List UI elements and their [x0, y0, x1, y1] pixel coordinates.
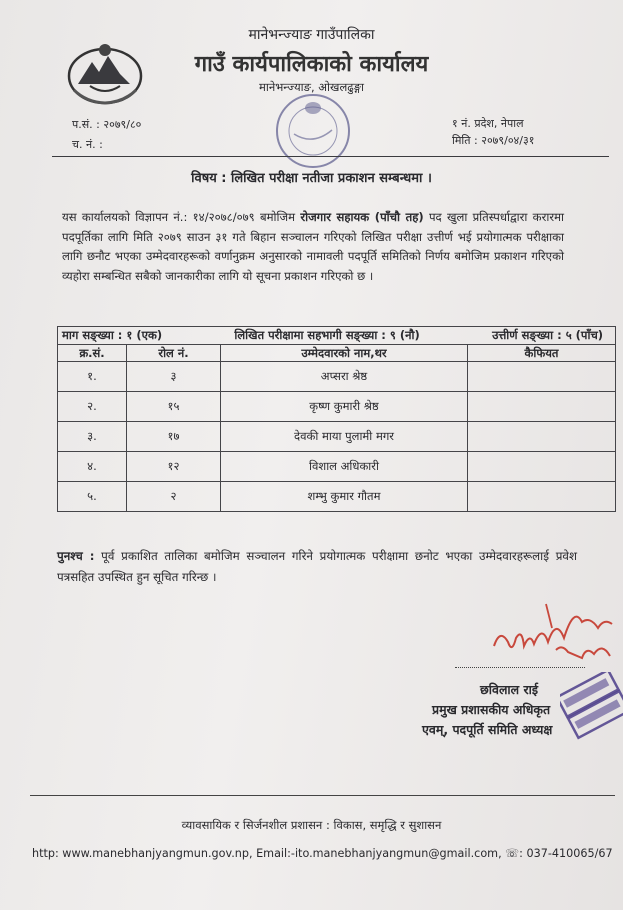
col-header-sn: क्र.सं. — [58, 345, 127, 362]
cell-remark — [468, 362, 616, 392]
table-row — [58, 422, 616, 452]
cell-sn: ३. — [58, 422, 127, 452]
table-summary-row — [58, 327, 616, 345]
cell-sn: २. — [58, 392, 127, 422]
signatory-name: छविलाल राई — [480, 682, 538, 697]
post-name: रोजगार सहायक (पाँचौ तह) — [300, 210, 424, 224]
cell-name: कृष्ण कुमारी श्रेष्ठ — [221, 392, 468, 422]
postscript-label: पुनश्च : — [57, 549, 95, 563]
handwritten-signature — [486, 598, 618, 676]
col-header-remarks: कैफियत — [468, 345, 616, 362]
signatory-title: प्रमुख प्रशासकीय अधिकृत — [432, 702, 551, 717]
cell-roll: २ — [127, 482, 221, 512]
cell-name: देवकी माया पुलामी मगर — [221, 422, 468, 452]
col-header-roll: रोल नं. — [127, 345, 221, 362]
letter-date: मिति : २०७९/०४/३१ — [452, 134, 535, 147]
cell-remark — [468, 422, 616, 452]
subject-line: विषय : लिखित परीक्षा नतीजा प्रकाशन सम्बन्धमा । — [191, 171, 432, 186]
cell-roll: १५ — [127, 392, 221, 422]
postscript-text: पूर्व प्रकाशित तालिका बमोजिम सञ्चालन गरिने प्रयोगात्मक परीक्षामा छनोट भएका उम्मेदवारहरूलाई प्रवेश पत्रसहित उपस्थित हुन सूचित गरिन्छ । — [57, 549, 577, 584]
signatory-committee-role: एवम्, पदपूर्ति समिति अध्यक्ष — [422, 722, 553, 737]
table-row — [58, 362, 616, 392]
cell-sn: १. — [58, 362, 127, 392]
office-title: गाउँ कार्यपालिकाको कार्यालय — [194, 52, 429, 77]
cell-remark — [468, 482, 616, 512]
letter-number: प.सं. : २०७९/८० — [72, 118, 142, 131]
footer-motto: व्यावसायिक र सिर्जनशील प्रशासन : विकास, समृद्धि र सुशासन — [181, 818, 442, 832]
col-header-name: उम्मेदवारको नाम,थर — [221, 345, 468, 362]
cell-remark — [468, 452, 616, 482]
cell-sn: ४. — [58, 452, 127, 482]
cell-remark — [468, 392, 616, 422]
notice-body — [62, 208, 564, 286]
cell-roll: १७ — [127, 422, 221, 452]
cell-name: विशाल अधिकारी — [221, 452, 468, 482]
body-text-2: पद खुला प्रतिस्पर्धाद्वारा करारमा पदपूर्तिका लागि मिति २०७९ साउन ३१ गते बिहान सञ्चालन गरिएको लिखित परीक्षा उत्तीर्ण भई प्रयोगात्मक परीक्षाका लागि छनौट भएका उम्मेदवारहरूको वर्णानुक्रम अनुसारको नामावली पदपूर्ति समितिको निर्णय बमोजिम प्रकाशन गरिएको व्यहोरा सम्बन्धित सबैको जानकारीका लागि यो सूचना प्रकाशन गरिएको छ । — [62, 210, 565, 283]
cell-roll: ३ — [127, 362, 221, 392]
passed-count: उत्तीर्ण सङ्ख्या : ५ (पाँच) — [492, 328, 603, 342]
dispatch-number: च. नं. : — [72, 138, 103, 151]
footer-contact: http: www.manebhanjyangmun.gov.np, Email:-ito.manebhanjyangmun@gmail.com, ☏: 037-410065/67 — [32, 847, 613, 860]
province-label: १ नं. प्रदेश, नेपाल — [452, 117, 524, 130]
body-text-1: यस कार्यालयको विज्ञापन नं.: १४/२०७८/०७९ बमोजिम — [62, 210, 301, 224]
header-divider — [52, 156, 609, 157]
cell-name: अप्सरा श्रेष्ठ — [221, 362, 468, 392]
cell-roll: १२ — [127, 452, 221, 482]
table-row — [58, 482, 616, 512]
office-address: मानेभन्ज्याङ, ओखलढुङ्गा — [258, 80, 364, 94]
signature-line — [455, 667, 585, 668]
table-row — [58, 392, 616, 422]
office-seal-stamp — [272, 90, 354, 172]
officer-name-stamp — [560, 672, 623, 744]
table-header-row — [58, 345, 616, 362]
demand-count: माग सङ्ख्या : १ (एक) — [62, 328, 163, 342]
footer-divider — [30, 795, 615, 796]
participant-count: लिखित परीक्षामा सहभागी सङ्ख्या : ९ (नौ) — [234, 328, 420, 342]
table-row — [58, 452, 616, 482]
results-table — [57, 326, 616, 512]
municipality-name: मानेभन्ज्याङ गाउँपालिका — [248, 27, 375, 43]
cell-name: शम्भु कुमार गौतम — [221, 482, 468, 512]
cell-sn: ५. — [58, 482, 127, 512]
postscript-note — [57, 546, 577, 588]
